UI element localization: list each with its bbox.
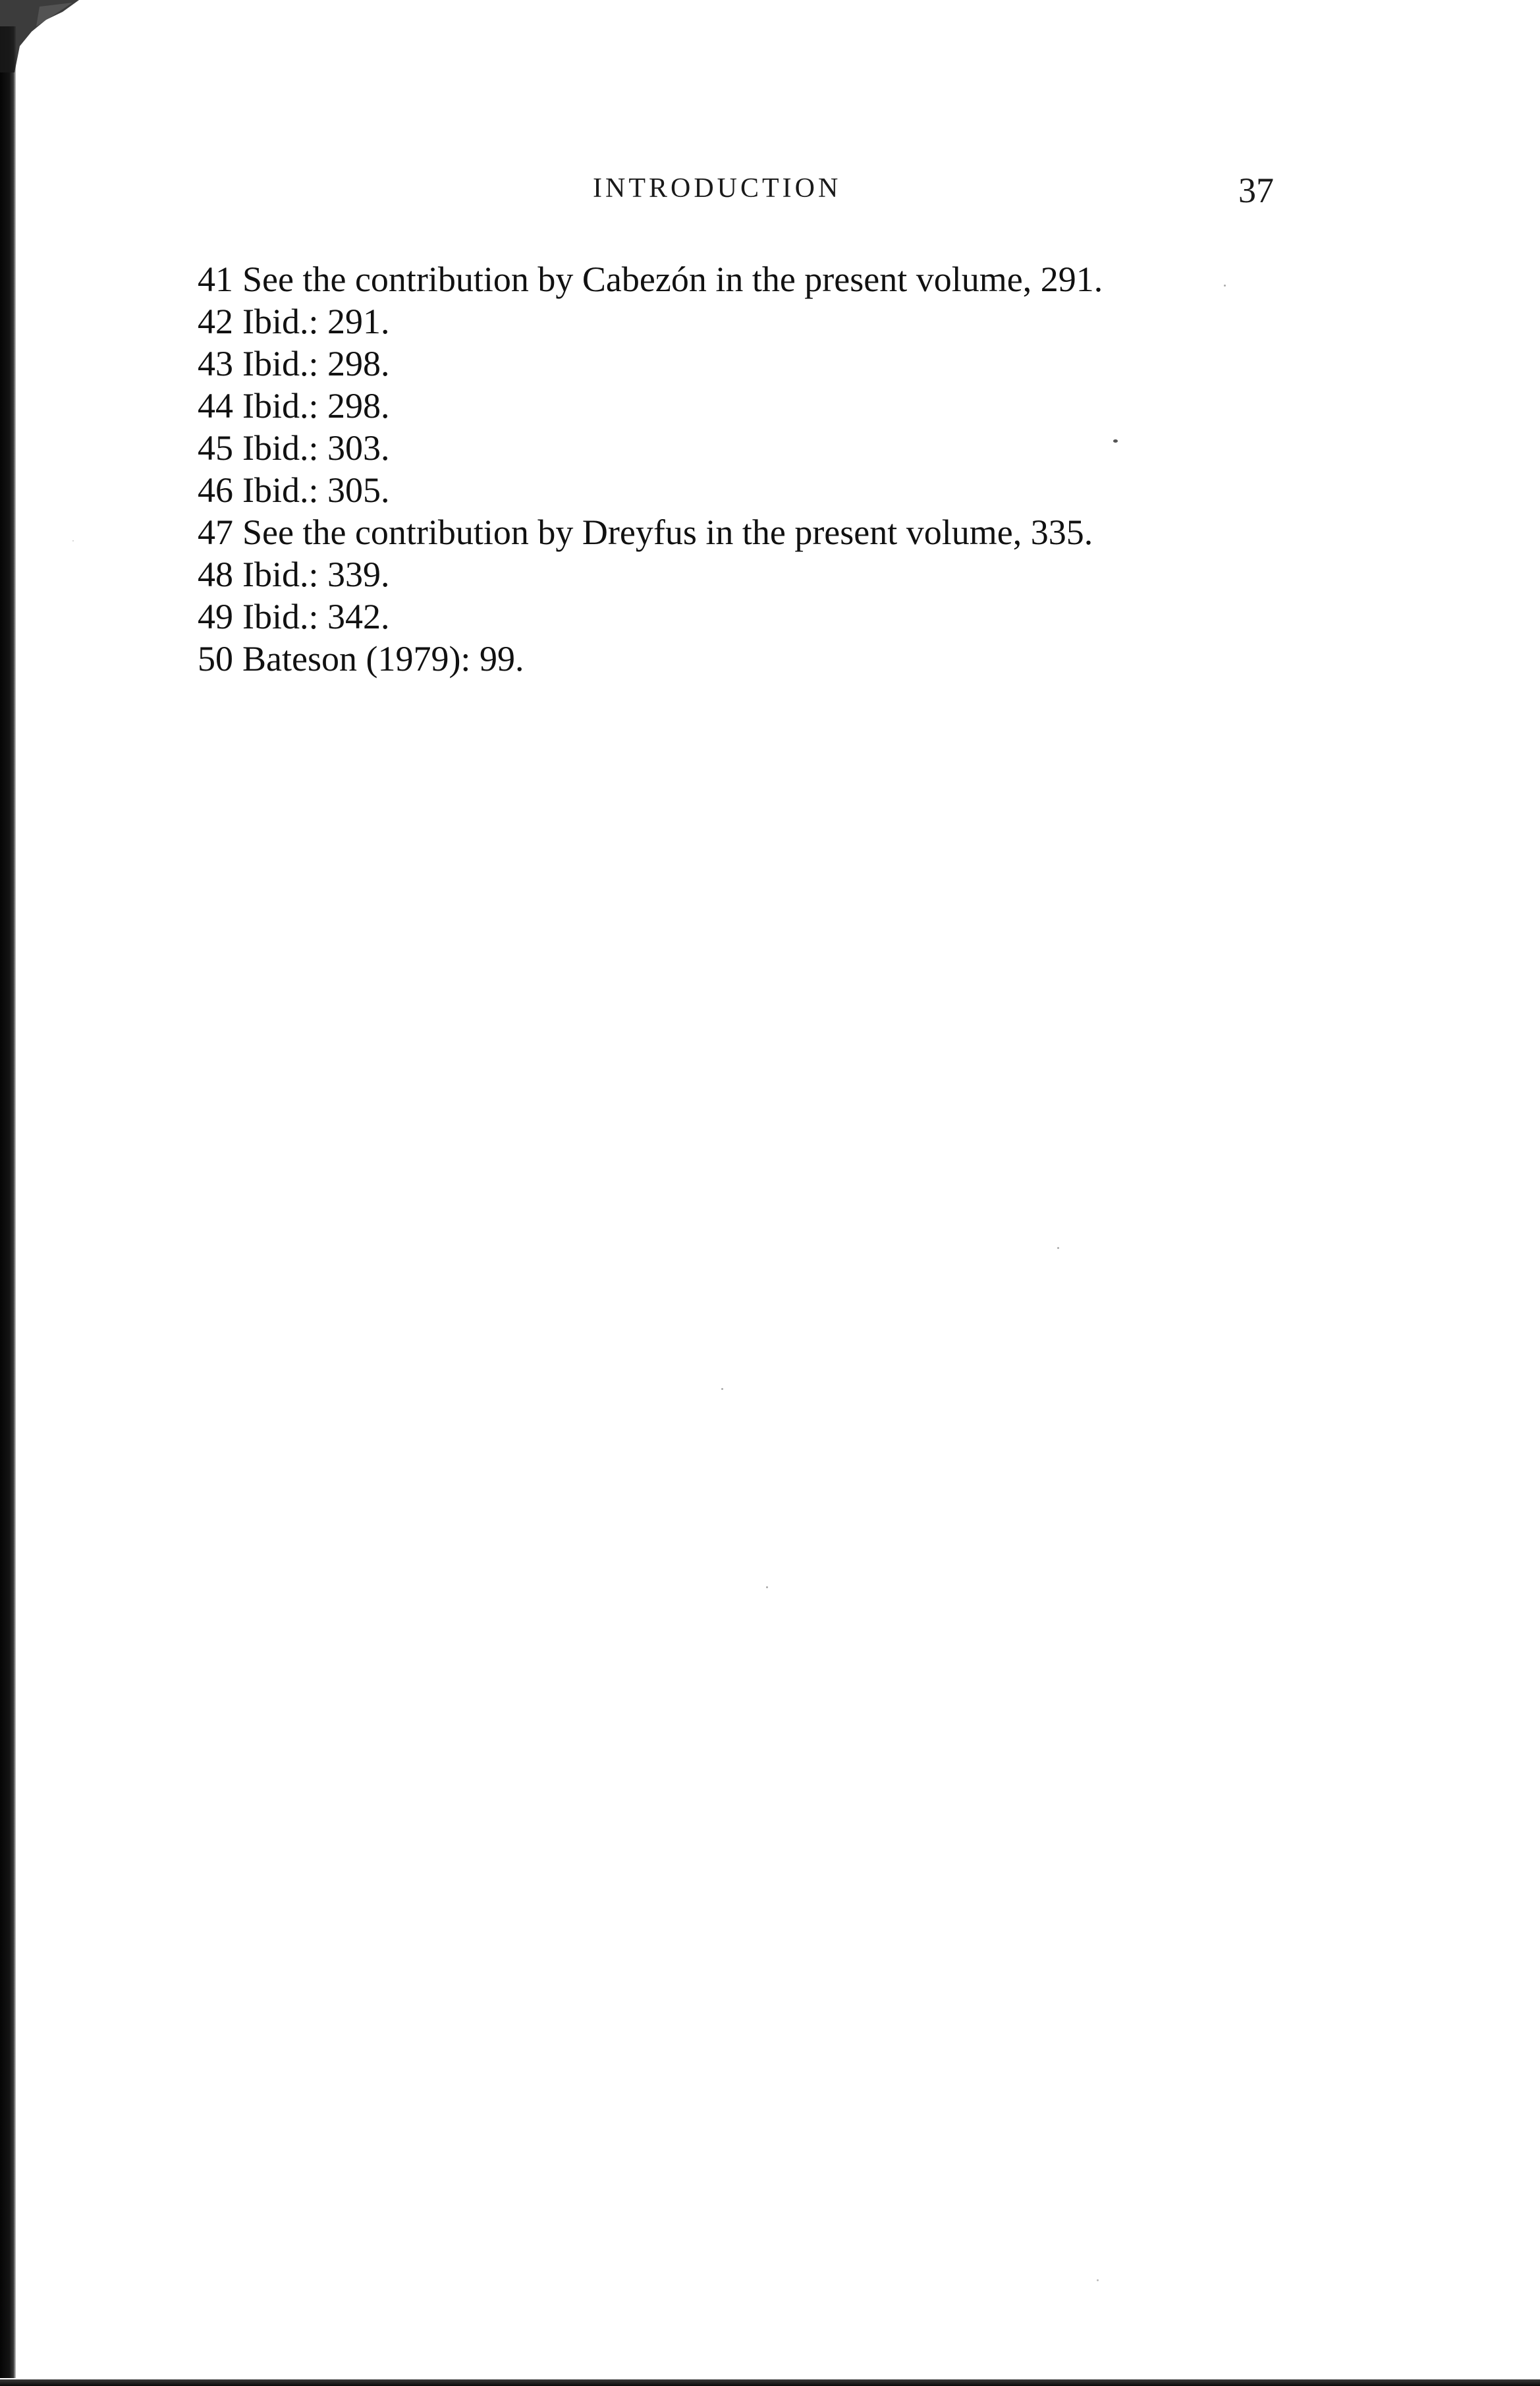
scan-binding-edge [0, 26, 16, 2378]
endnote-text: See the contribution by Dreyfus in the present volume, 335. [242, 513, 1093, 552]
endnote [198, 427, 1317, 469]
endnote-number: 49 [198, 597, 233, 636]
endnote-number: 45 [198, 428, 233, 468]
scan-speck [721, 1388, 723, 1390]
endnote-text: Bateson (1979): 99. [242, 639, 524, 679]
scan-speck [1113, 439, 1118, 443]
endnote-text: See the contribution by Cabezón in the present volume, 291. [242, 260, 1103, 299]
endnote [198, 469, 1317, 511]
scan-speck [766, 1586, 768, 1588]
endnote-text: Ibid.: 298. [242, 386, 390, 426]
endnote [198, 300, 1317, 343]
endnote-number: 44 [198, 386, 233, 426]
scan-speck [1224, 285, 1226, 287]
scan-speck [72, 540, 74, 541]
scan-bottom-edge [0, 2379, 1540, 2386]
endnote [198, 385, 1317, 427]
endnote-text: Ibid.: 303. [242, 428, 390, 468]
endnote-number: 46 [198, 470, 233, 510]
endnote [198, 638, 1317, 680]
scan-speck [1057, 1247, 1059, 1249]
endnote-text: Ibid.: 291. [242, 302, 390, 341]
endnote-text: Ibid.: 339. [242, 555, 390, 594]
scan-speck [1097, 2279, 1099, 2281]
endnote-number: 47 [198, 513, 233, 552]
endnote [198, 343, 1317, 385]
endnote-number: 41 [198, 260, 233, 299]
endnote [198, 596, 1317, 638]
endnote-text: Ibid.: 305. [242, 470, 390, 510]
endnotes-list [198, 258, 1317, 680]
scan-corner-smudge [0, 0, 79, 72]
endnote-text: Ibid.: 342. [242, 597, 390, 636]
endnote-text: Ibid.: 298. [242, 344, 390, 383]
endnote-number: 43 [198, 344, 233, 383]
running-head: INTRODUCTION [593, 173, 842, 204]
endnote [198, 553, 1317, 596]
endnote [198, 511, 1317, 553]
page-number: 37 [1238, 171, 1274, 210]
endnote-number: 42 [198, 302, 233, 341]
endnote [198, 258, 1317, 300]
endnote-number: 50 [198, 639, 233, 679]
endnote-number: 48 [198, 555, 233, 594]
